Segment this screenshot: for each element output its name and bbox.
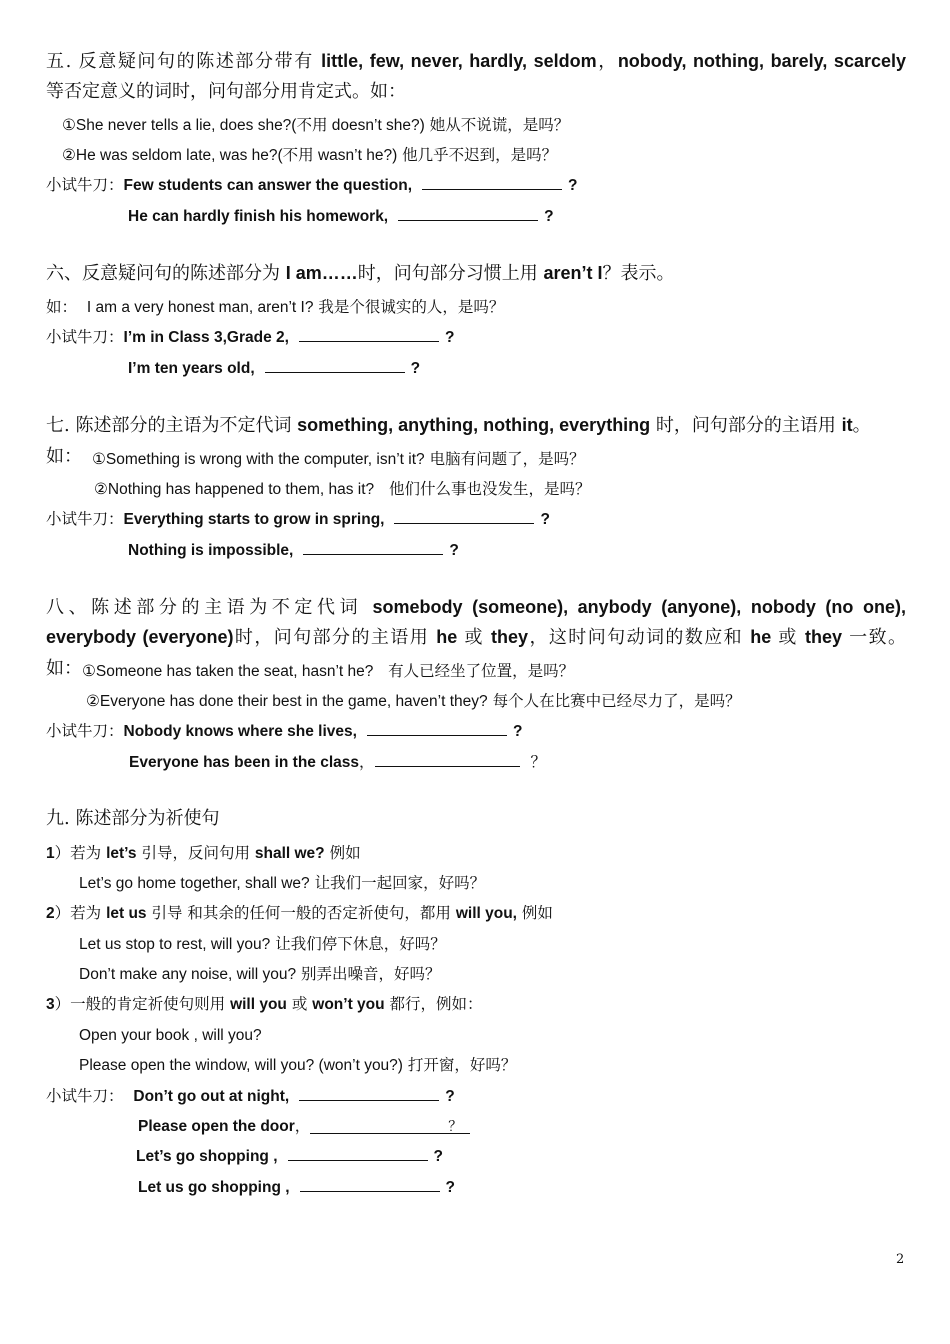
s9-rule-2-example-1: Let us stop to rest, will you? 让我们停下休息，好吗？	[79, 935, 446, 953]
s5-example-1: ①She never tells a lie, does she?(不用 doesn’t she?) 她从不说谎，是吗？	[62, 116, 570, 134]
answer-blank[interactable]	[303, 540, 443, 555]
s8-heading-line2: everybody (everyone)时，问句部分的主语用 he 或 they，这时问句动词的数应和 he 或 they 一致。	[46, 627, 906, 648]
answer-blank[interactable]	[299, 327, 439, 342]
s9-exercise-1: 小试牛刀： Don’t go out at night, ?	[46, 1087, 455, 1105]
s7-example-2: ②Nothing has happened to them, has it? 他们什么事也没发生，是吗？	[94, 480, 591, 498]
s9-rule-3: 3）一般的肯定祈使句则用 will you 或 won’t you 都行，例如：	[46, 995, 483, 1013]
answer-blank[interactable]: ？	[310, 1115, 470, 1134]
s5-exercise-2: He can hardly finish his homework, ?	[128, 208, 554, 225]
answer-blank[interactable]	[265, 358, 405, 373]
s6-exercise-2: I’m ten years old, ?	[128, 360, 421, 377]
s7-exercise-2: Nothing is impossible, ?	[128, 542, 459, 559]
s5-example-2: ②He was seldom late, was he?(不用 wasn’t he?) 他几乎不迟到，是吗？	[62, 146, 558, 164]
answer-blank[interactable]	[299, 1086, 439, 1101]
s6-exercise-1: 小试牛刀：I’m in Class 3,Grade 2, ?	[46, 328, 455, 346]
page-number: 2	[896, 1252, 905, 1267]
s6-heading: 六、反意疑问句的陈述部分为 I am……时，问句部分习惯上用 aren’t I？表示。	[46, 263, 675, 284]
s8-example-2: ②Everyone has done their best in the game, haven’t they? 每个人在比赛中已经尽力了，是吗？	[86, 692, 741, 710]
s9-rule-2: 2）若为 let us 引导 和其余的任何一般的否定祈使句，都用 will you, 例如	[46, 904, 553, 922]
s5-heading-line1: 五. 反意疑问句的陈述部分带有 little, few, never, hardly, seldom，nobody, nothing, barely, scarcely	[46, 51, 906, 72]
s8-example-1: ①Someone has taken the seat, hasn’t he? 有人已经坐了位置，是吗？	[82, 662, 575, 680]
s7-example-label: 如：	[46, 446, 82, 467]
s9-rule-2-example-2: Don’t make any noise, will you? 别弄出噪音，好吗？	[79, 965, 441, 983]
s5-exercise-1: 小试牛刀：Few students can answer the question, ?	[46, 176, 578, 194]
answer-blank[interactable]	[367, 721, 507, 736]
s9-rule-1: 1）若为 let’s 引导，反问句用 shall we? 例如	[46, 844, 361, 862]
s9-heading: 九. 陈述部分为祈使句	[46, 808, 220, 829]
s7-example-1: ①Something is wrong with the computer, isn’t it? 电脑有问题了，是吗？	[92, 450, 585, 468]
answer-blank[interactable]	[375, 752, 520, 767]
s8-exercise-2: Everyone has been in the class， ？	[129, 753, 546, 771]
s8-exercise-1: 小试牛刀：Nobody knows where she lives, ?	[46, 722, 523, 740]
s8-heading-line1: 八、陈述部分的主语为不定代词 somebody (someone), anybody (anyone), nobody (no one),	[46, 597, 906, 618]
s9-exercise-2: Please open the door， ？	[138, 1115, 470, 1138]
s8-example-label: 如：	[46, 658, 82, 679]
answer-blank[interactable]	[300, 1177, 440, 1192]
answer-blank[interactable]	[422, 175, 562, 190]
s7-heading: 七. 陈述部分的主语为不定代词 something, anything, nothing, everything 时，问句部分的主语用 it。	[46, 415, 871, 436]
s6-example: 如： I am a very honest man, aren’t I? 我是个很诚实的人，是吗？	[46, 298, 505, 316]
s5-heading-line2: 等否定意义的词时，问句部分用肯定式。如：	[46, 81, 406, 102]
s9-rule-3-example-2: Please open the window, will you? (won’t you?) 打开窗，好吗？	[79, 1056, 517, 1074]
s9-exercise-4: Let us go shopping , ?	[138, 1179, 456, 1196]
answer-blank[interactable]	[394, 509, 534, 524]
s9-rule-3-example-1: Open your book , will you?	[79, 1027, 262, 1044]
s9-exercise-3: Let’s go shopping , ?	[136, 1148, 443, 1165]
answer-blank[interactable]	[288, 1146, 428, 1161]
s9-rule-1-example: Let’s go home together, shall we? 让我们一起回家，好吗？	[79, 874, 486, 892]
s7-exercise-1: 小试牛刀：Everything starts to grow in spring, ?	[46, 510, 550, 528]
answer-blank[interactable]	[398, 206, 538, 221]
